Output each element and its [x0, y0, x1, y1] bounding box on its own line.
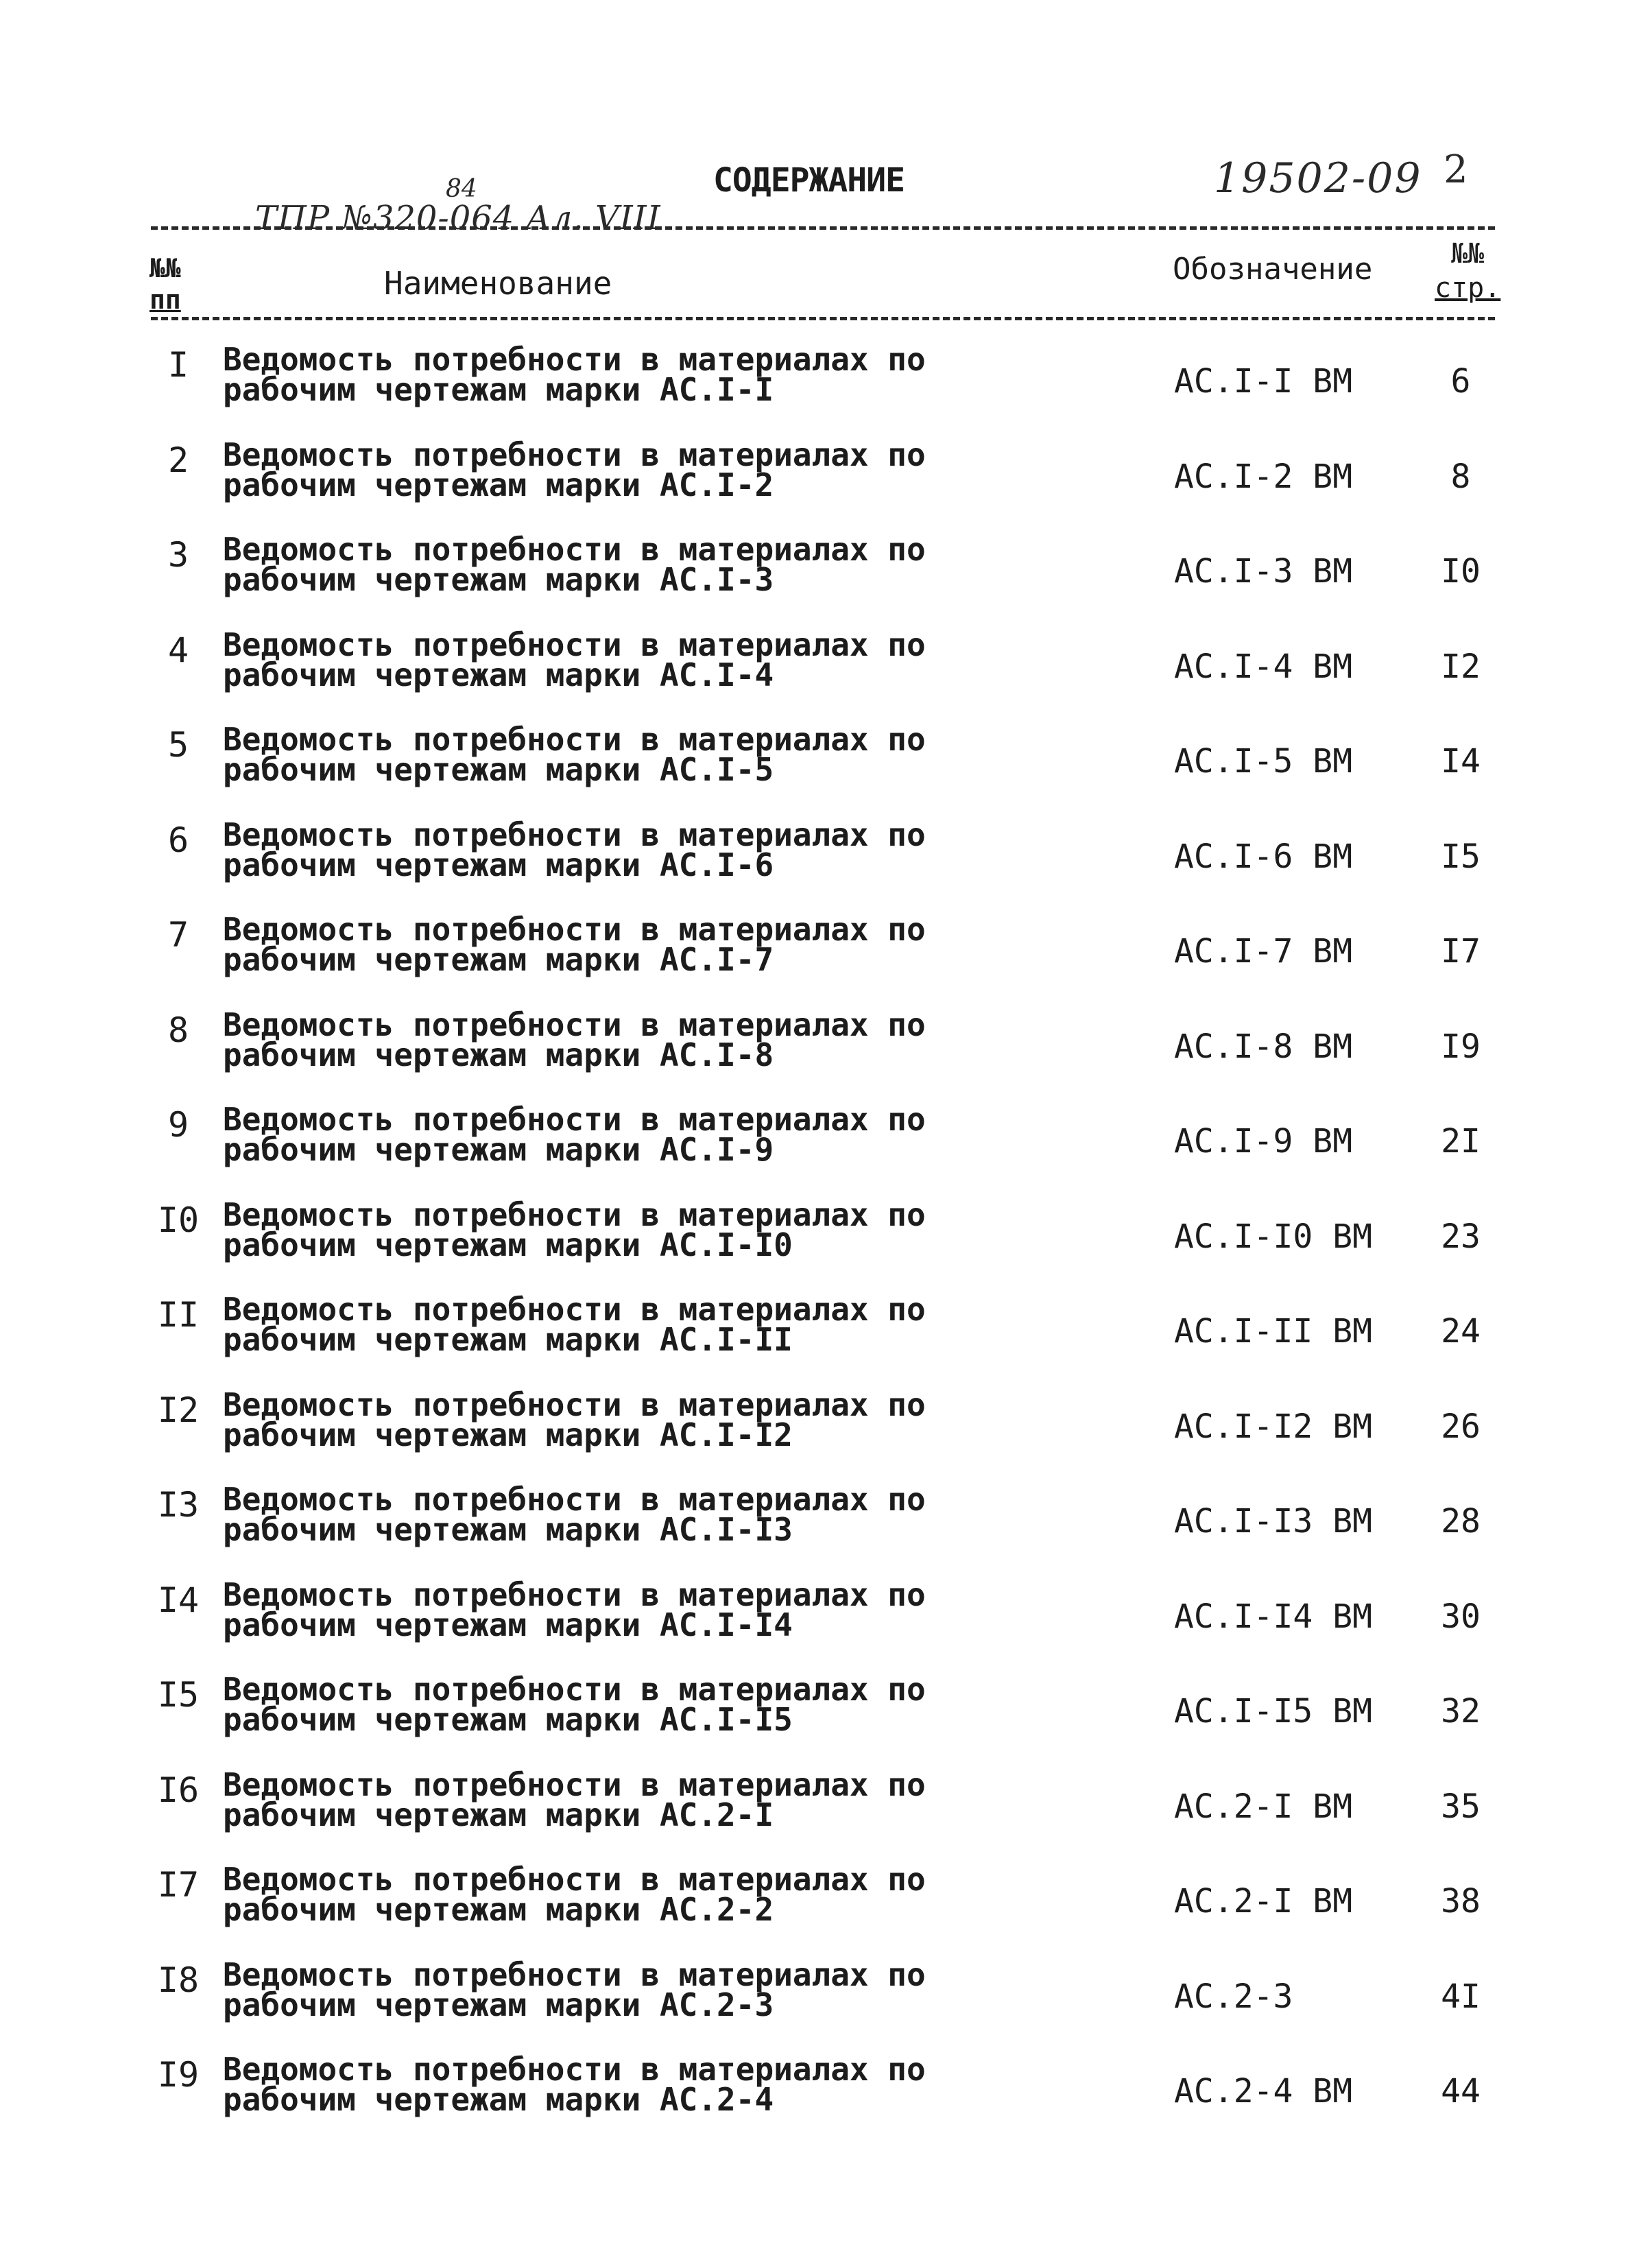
- row-name-line1: Ведомость потребности в материалах по: [223, 436, 926, 473]
- column-header-number-line1: №№: [149, 253, 181, 283]
- row-code: АС.I-I5 ВМ: [1174, 1692, 1372, 1730]
- row-number: I2: [157, 1390, 200, 1430]
- row-code: АС.I-I4 ВМ: [1174, 1597, 1372, 1636]
- table-row: [0, 2051, 1652, 2151]
- header-bottom-divider: [151, 317, 1495, 320]
- row-code: АС.2-4 ВМ: [1174, 2072, 1353, 2110]
- row-page-number: 30: [1441, 1597, 1481, 1636]
- row-name-line2: рабочим чертежам марки АС.I-3: [223, 561, 774, 598]
- handwritten-project-reference: ТПР №320-064 Ал. VIII: [255, 199, 661, 237]
- row-number: I5: [157, 1675, 200, 1715]
- row-page-number: 24: [1441, 1312, 1481, 1351]
- table-row: [0, 1861, 1652, 1961]
- row-code: АС.I-5 ВМ: [1174, 742, 1353, 781]
- table-row: [0, 1101, 1652, 1201]
- row-number: I7: [157, 1865, 200, 1905]
- row-number: I: [167, 345, 189, 385]
- row-page-number: 8: [1450, 457, 1471, 496]
- row-page-number: I9: [1441, 1027, 1481, 1066]
- row-name-line1: Ведомость потребности в материалах по: [223, 816, 926, 853]
- table-row: [0, 1006, 1652, 1106]
- table-row: [0, 1765, 1652, 1866]
- row-number: I6: [157, 1770, 200, 1810]
- row-name-line2: рабочим чертежам марки АС.I-I2: [223, 1416, 793, 1453]
- row-page-number: I4: [1441, 742, 1481, 781]
- row-name-line2: рабочим чертежам марки АС.I-I0: [223, 1226, 793, 1263]
- row-page-number: 4I: [1441, 1977, 1481, 2016]
- row-name-line1: Ведомость потребности в материалах по: [223, 531, 926, 568]
- row-name-line1: Ведомость потребности в материалах по: [223, 341, 926, 378]
- row-number: I4: [157, 1580, 200, 1620]
- row-page-number: 32: [1441, 1692, 1481, 1730]
- row-code: АС.2-I ВМ: [1174, 1787, 1353, 1826]
- row-name-line1: Ведомость потребности в материалах по: [223, 626, 926, 663]
- page-number: 2: [1444, 147, 1468, 192]
- row-code: АС.I-I2 ВМ: [1174, 1407, 1372, 1446]
- row-name-line1: Ведомость потребности в материалах по: [223, 721, 926, 758]
- row-name-line1: Ведомость потребности в материалах по: [223, 1861, 926, 1898]
- row-name-line1: Ведомость потребности в материалах по: [223, 1291, 926, 1328]
- row-page-number: 23: [1441, 1217, 1481, 1256]
- row-number: I8: [157, 1960, 200, 2000]
- handwritten-stamp-number: 84: [446, 175, 477, 203]
- row-name-line2: рабочим чертежам марки АС.I-9: [223, 1131, 774, 1168]
- row-code: АС.I-II ВМ: [1174, 1312, 1372, 1351]
- row-name-line1: Ведомость потребности в материалах по: [223, 1196, 926, 1233]
- row-name-line2: рабочим чертежам марки АС.2-4: [223, 2081, 774, 2118]
- row-code: АС.2-3: [1174, 1977, 1293, 2016]
- column-header-code: Обозначение: [1173, 252, 1373, 287]
- row-name-line1: Ведомость потребности в материалах по: [223, 1765, 926, 1803]
- table-row: [0, 1671, 1652, 1771]
- header-top-divider: [151, 226, 1495, 230]
- row-name-line2: рабочим чертежам марки АС.2-3: [223, 1986, 774, 2023]
- row-page-number: I7: [1441, 932, 1481, 971]
- table-row: [0, 1196, 1652, 1296]
- row-name-line1: Ведомость потребности в материалах по: [223, 1575, 926, 1613]
- row-number: I0: [157, 1200, 200, 1240]
- row-name-line2: рабочим чертежам марки АС.I-5: [223, 751, 774, 788]
- row-code: АС.I-8 ВМ: [1174, 1027, 1353, 1066]
- row-name-line2: рабочим чертежам марки АС.I-I4: [223, 1606, 793, 1643]
- row-page-number: 35: [1441, 1787, 1481, 1826]
- row-code: АС.I-3 ВМ: [1174, 552, 1353, 591]
- table-row: [0, 1955, 1652, 2056]
- row-name-line2: рабочим чертежам марки АС.I-I3: [223, 1511, 793, 1548]
- row-number: II: [157, 1295, 200, 1335]
- row-number: 7: [167, 915, 189, 955]
- row-name-line1: Ведомость потребности в материалах по: [223, 1481, 926, 1518]
- row-name-line2: рабочим чертежам марки АС.I-2: [223, 466, 774, 503]
- row-page-number: I5: [1441, 837, 1481, 876]
- row-code: АС.I-6 ВМ: [1174, 837, 1353, 876]
- row-number: I3: [157, 1485, 200, 1525]
- row-code: АС.I-I0 ВМ: [1174, 1217, 1372, 1256]
- column-header-page: [1435, 237, 1500, 305]
- row-name-line2: рабочим чертежам марки АС.I-6: [223, 846, 774, 883]
- row-number: 5: [167, 725, 189, 765]
- table-row: [0, 341, 1652, 441]
- column-header-page-line1: №№: [1451, 238, 1485, 270]
- row-number: 2: [167, 440, 189, 480]
- table-row: [0, 1291, 1652, 1391]
- table-row: [0, 1481, 1652, 1581]
- row-code: АС.I-9 ВМ: [1174, 1122, 1353, 1161]
- row-number: 8: [167, 1010, 189, 1050]
- row-number: I9: [157, 2055, 200, 2095]
- table-row: [0, 436, 1652, 536]
- page-title: СОДЕРЖАНИЕ: [713, 161, 905, 200]
- row-page-number: 2I: [1441, 1122, 1481, 1161]
- row-code: АС.I-I3 ВМ: [1174, 1502, 1372, 1541]
- row-number: 4: [167, 630, 189, 670]
- row-name-line1: Ведомость потребности в материалах по: [223, 911, 926, 948]
- row-name-line2: рабочим чертежам марки АС.I-7: [223, 941, 774, 978]
- row-page-number: 28: [1441, 1502, 1481, 1541]
- row-name-line2: рабочим чертежам марки АС.I-II: [223, 1321, 793, 1358]
- row-name-line1: Ведомость потребности в материалах по: [223, 1385, 926, 1423]
- row-name-line1: Ведомость потребности в материалах по: [223, 1955, 926, 1993]
- row-code: АС.2-I ВМ: [1174, 1882, 1353, 1920]
- row-page-number: I2: [1441, 647, 1481, 686]
- row-name-line2: рабочим чертежам марки АС.I-I5: [223, 1701, 793, 1738]
- row-page-number: 44: [1441, 2072, 1481, 2110]
- column-header-name: Наименование: [384, 265, 612, 302]
- row-number: 3: [167, 535, 189, 575]
- row-name-line1: Ведомость потребности в материалах по: [223, 2051, 926, 2088]
- row-name-line1: Ведомость потребности в материалах по: [223, 1671, 926, 1708]
- row-name-line1: Ведомость потребности в материалах по: [223, 1006, 926, 1043]
- row-code: АС.I-7 ВМ: [1174, 932, 1353, 971]
- column-header-page-line2: стр.: [1435, 272, 1501, 304]
- table-row: [0, 626, 1652, 726]
- row-number: 9: [167, 1105, 189, 1145]
- row-name-line2: рабочим чертежам марки АС.I-I: [223, 371, 774, 408]
- row-name-line1: Ведомость потребности в материалах по: [223, 1101, 926, 1138]
- row-page-number: 26: [1441, 1407, 1481, 1446]
- table-row: [0, 911, 1652, 1011]
- table-row: [0, 1385, 1652, 1486]
- table-row: [0, 721, 1652, 821]
- row-number: 6: [167, 820, 189, 860]
- handwritten-document-number: 19502-09: [1214, 154, 1422, 202]
- row-page-number: 38: [1441, 1882, 1481, 1920]
- row-name-line2: рабочим чертежам марки АС.I-8: [223, 1036, 774, 1073]
- row-code: АС.I-2 ВМ: [1174, 457, 1353, 496]
- row-code: АС.I-4 ВМ: [1174, 647, 1353, 686]
- table-row: [0, 1575, 1652, 1676]
- row-page-number: I0: [1441, 552, 1481, 591]
- row-page-number: 6: [1450, 362, 1471, 401]
- row-code: АС.I-I ВМ: [1174, 362, 1353, 401]
- table-row: [0, 531, 1652, 631]
- column-header-number-line2: пп: [149, 285, 181, 315]
- table-row: [0, 816, 1652, 916]
- row-name-line2: рабочим чертежам марки АС.2-2: [223, 1891, 774, 1928]
- column-header-number: [149, 252, 181, 316]
- row-name-line2: рабочим чертежам марки АС.2-I: [223, 1796, 774, 1833]
- row-name-line2: рабочим чертежам марки АС.I-4: [223, 656, 774, 693]
